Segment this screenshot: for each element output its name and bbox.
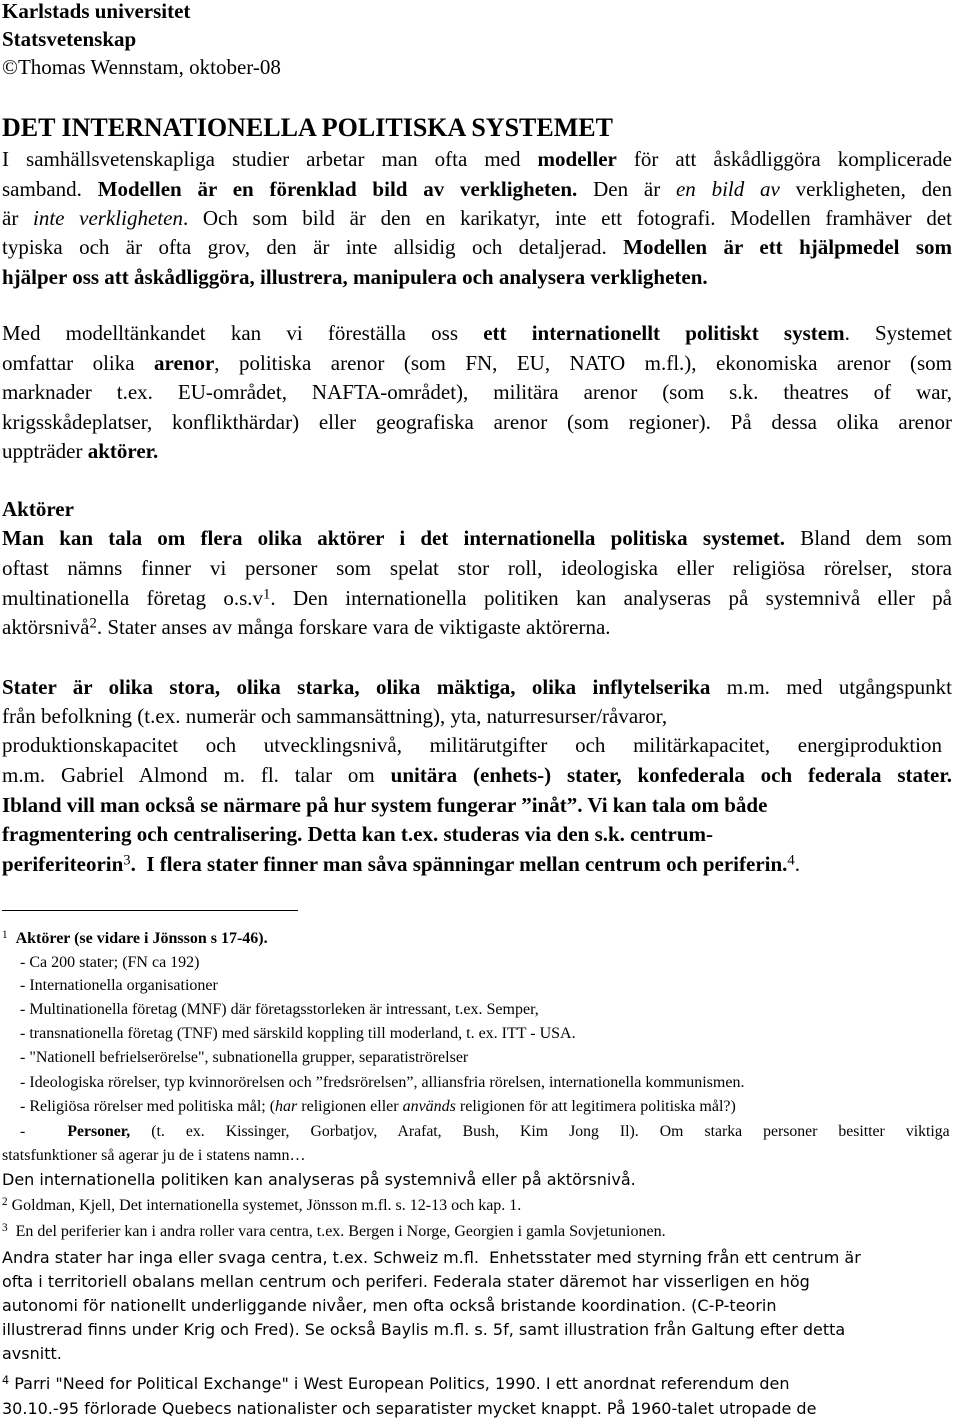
text-run: har: [275, 1098, 298, 1115]
footnote-line: [2, 1322, 845, 1338]
footnote-line: [2, 1401, 816, 1417]
text-run: multinationella företag o.s.v: [2, 586, 263, 610]
text-run: en bild av: [675, 177, 780, 201]
text-run: - Ca 200 stater; (FN ca 192): [20, 954, 200, 971]
text-run: , politiska arenor (som FN, EU, NATO m.fl.), ekonomiska arenor (som: [214, 351, 952, 375]
footnote-line: [2, 1250, 861, 1266]
body-line: [2, 735, 942, 756]
header-author: [2, 57, 281, 78]
body-line: [2, 765, 952, 786]
text-run: autonomi för nationellt underliggande nivåer, men ofta också bristande koordination. (C-P-teorin: [2, 1296, 777, 1315]
body-line: [2, 617, 611, 638]
text-run: illustrerad finns under Krig och Fred). Se också Baylis m.fl. s. 5f, samt illustration från Galtung efter detta: [2, 1320, 846, 1339]
footnote-line: [2, 928, 268, 947]
footnote-line: [20, 1050, 468, 1066]
text-run: Modellen är en förenklad bild av verkligheten.: [97, 177, 578, 201]
text-run: ofta i territoriell obalans mellan centrum och periferi. Federala stater däremot har visserligen en hög: [2, 1272, 810, 1291]
text-run: - Multinationella företag (MNF) där företagsstorleken är intressant, t.ex. Semper,: [20, 1001, 539, 1018]
text-run: Personer,: [67, 1123, 131, 1140]
text-run: används: [402, 1098, 456, 1115]
text-run: unitära (enhets-) stater, konfederala och federala stater.: [390, 763, 952, 787]
header-university: [2, 1, 190, 22]
footnote-separator: [2, 910, 298, 911]
text-run: ett internationellt politiskt system: [483, 321, 845, 345]
text-run: - "Nationell befrielserörelse", subnationella grupper, separatiströrelser: [20, 1049, 469, 1066]
text-run: omfattar olika: [2, 351, 155, 375]
text-run: Statsvetenskap: [2, 27, 137, 51]
footnote-marker: 2: [2, 1195, 8, 1208]
footnote-marker: 1: [263, 586, 271, 603]
text-run: Goldman, Kjell, Det internationella systemet, Jönsson m.fl. s. 12-13 och kap. 1.: [7, 1197, 522, 1214]
text-run: (t. ex. Kissinger, Gorbatjov, Arafat, Bush, Kim Jong Il). Om starka personer besitter viktiga: [130, 1123, 950, 1140]
text-run: 30.10.-95 förlorade Quebecs nationalister och separatister mycket knappt. På 1960-talet utropade de: [2, 1399, 817, 1418]
body-line: [2, 528, 952, 549]
text-run: Man kan tala om flera olika aktörer i det internationella politiska systemet.: [2, 526, 786, 550]
footnote-line: [20, 1099, 736, 1115]
footnote-marker: 2: [89, 615, 97, 632]
text-run: En del periferier kan i andra roller vara centra, t.ex. Bergen i Norge, Georgien i gamla Sovjetunionen.: [7, 1223, 666, 1240]
footnote-line: [2, 1298, 777, 1314]
footnote-marker: 1: [2, 928, 8, 941]
text-run: Karlstads universitet: [2, 0, 191, 23]
text-run: uppträder: [2, 439, 88, 463]
text-run: -: [20, 1123, 68, 1140]
footnote-line: [2, 1172, 636, 1188]
text-run: från befolkning (t.ex. numerär och sammansättning), yta, naturresurser/råvaror,: [2, 704, 668, 728]
text-run: Den är: [577, 177, 676, 201]
body-line: [2, 441, 158, 462]
body-line: [2, 824, 713, 845]
body-line: [2, 412, 952, 433]
text-run: .: [794, 852, 801, 876]
body-line: [2, 677, 952, 698]
footnote-line: [20, 978, 218, 994]
text-run: Den internationella politiken kan analyseras på systemnivå eller på aktörsnivå.: [2, 1170, 636, 1189]
text-run: avsnitt.: [2, 1344, 62, 1363]
body-line: [2, 267, 708, 288]
text-run: periferiteorin: [2, 852, 124, 876]
text-run: . Systemet: [844, 321, 952, 345]
text-run: Med modelltänkandet kan vi föreställa oss: [2, 321, 484, 345]
body-line: [2, 237, 952, 258]
body-line: [2, 795, 767, 816]
text-run: oftast nämns finner vi personer som spelat stor roll, ideologiska eller religiösa rörelser, stora: [2, 556, 952, 580]
text-run: - Internationella organisationer: [20, 977, 218, 994]
text-run: Parri "Need for Political Exchange" i West European Politics, 1990. I ett anordnat referendum den: [9, 1374, 790, 1393]
text-run: religionen för att legitimera politiska mål?): [455, 1098, 736, 1115]
body-line: [2, 706, 667, 727]
text-run: . Stater anses av många forskare vara de viktigaste aktörerna.: [96, 615, 611, 639]
text-run: Bland dem som: [785, 526, 952, 550]
text-run: Ibland vill man också se närmare på hur system fungerar ”inåt”. Vi kan tala om både: [2, 793, 768, 817]
text-run: - Ideologiska rörelser, typ kvinnorörelsen och ”fredsrörelsen”, alliansfria rörelsen, internationella kommunismen.: [20, 1074, 745, 1091]
text-run: produktionskapacitet och utvecklingsnivå, militärutgifter och militärkapacitet, energiproduktion: [2, 733, 942, 757]
body-line: [2, 149, 952, 170]
text-run: I flera stater finner man såva spänningar mellan centrum och periferin.: [141, 852, 788, 876]
body-line: [2, 323, 952, 344]
body-line: [2, 558, 952, 579]
footnote-line: [20, 1075, 744, 1091]
body-line: [2, 588, 952, 609]
footnote-line: [2, 1346, 62, 1362]
footnote-line: [2, 1274, 810, 1290]
text-run: fragmentering och centralisering. Detta kan t.ex. studeras via den s.k. centrum-: [2, 822, 713, 846]
footnote-line: [20, 1002, 539, 1018]
footnote-marker: 4: [2, 1373, 10, 1387]
footnote-marker: 3: [2, 1221, 8, 1234]
body-line: [2, 353, 952, 374]
text-run: I samhällsvetenskapliga studier arbetar man ofta med: [2, 147, 538, 171]
text-run: m.m. Gabriel Almond m. fl. talar om: [2, 763, 391, 787]
text-run: - Religiösa rörelser med politiska mål; (: [20, 1098, 276, 1115]
text-run: krigsskådeplatser, konflikthärdar) eller geografiska arenor (som regioner). På dessa olika arenor: [2, 410, 952, 434]
body-line: [2, 382, 952, 403]
text-run: för att åskådliggöra komplicerade: [616, 147, 952, 171]
footnote-line: [20, 955, 200, 971]
text-run: aktörsnivå: [2, 615, 90, 639]
section-heading-aktorer: [2, 499, 74, 520]
text-run: samband.: [2, 177, 98, 201]
text-run: Modellen är ett hjälpmedel som: [623, 235, 952, 259]
text-run: arenor: [154, 351, 215, 375]
footnote-line: [20, 1026, 576, 1042]
text-run: modeller: [537, 147, 617, 171]
text-run: .: [130, 852, 142, 876]
text-run: . Och som bild är den en karikatyr, inte ett fotografi. Modellen framhäver det: [182, 206, 952, 230]
text-run: DET INTERNATIONELLA POLITISKA SYSTEMET: [2, 113, 613, 142]
text-run: Aktörer (se vidare i Jönsson s 17-46).: [15, 930, 268, 947]
header-department: [2, 29, 136, 50]
text-run: Stater är olika stora, olika starka, olika mäktiga, olika inflytelserika: [2, 675, 711, 699]
footnote-line: [2, 1195, 522, 1214]
text-run: är: [2, 206, 33, 230]
text-run: m.m. med utgångspunkt: [710, 675, 952, 699]
text-run: hjälper oss att åskådliggöra, illustrera, manipulera och analysera verkligheten.: [2, 265, 708, 289]
text-run: [8, 930, 16, 947]
text-run: - transnationella företag (TNF) med särskild koppling till moderland, t. ex. ITT - USA.: [20, 1025, 576, 1042]
footnote-line: [20, 1124, 950, 1140]
footnote-line: [2, 1373, 790, 1393]
text-run: religionen eller: [297, 1098, 403, 1115]
text-run: statsfunktioner så agerar ju de i statens namn…: [2, 1147, 306, 1164]
footnote-line: [2, 1148, 305, 1164]
text-run: inte verkligheten: [33, 206, 183, 230]
text-run: verkligheten, den: [779, 177, 953, 201]
footnote-marker: 3: [123, 852, 131, 869]
body-line: [2, 208, 952, 229]
body-line: [2, 179, 952, 200]
text-run: Andra stater har inga eller svaga centra, t.ex. Schweiz m.fl. Enhetsstater med styrning från ett centrum är: [2, 1248, 861, 1267]
text-run: aktörer.: [87, 439, 159, 463]
document-title: [2, 115, 613, 141]
footnote-marker: 4: [787, 852, 795, 869]
text-run: Aktörer: [2, 497, 74, 521]
body-line: [2, 854, 800, 875]
text-run: ©Thomas Wennstam, oktober-08: [2, 55, 281, 79]
text-run: typiska och är ofta grov, den är inte allsidig och detaljerad.: [2, 235, 624, 259]
text-run: marknader t.ex. EU-området, NAFTA-området), militära arenor (som s.k. theatres of war,: [2, 380, 952, 404]
footnote-line: [2, 1221, 666, 1240]
text-run: . Den internationella politiken kan analyseras på systemnivå eller på: [270, 586, 952, 610]
